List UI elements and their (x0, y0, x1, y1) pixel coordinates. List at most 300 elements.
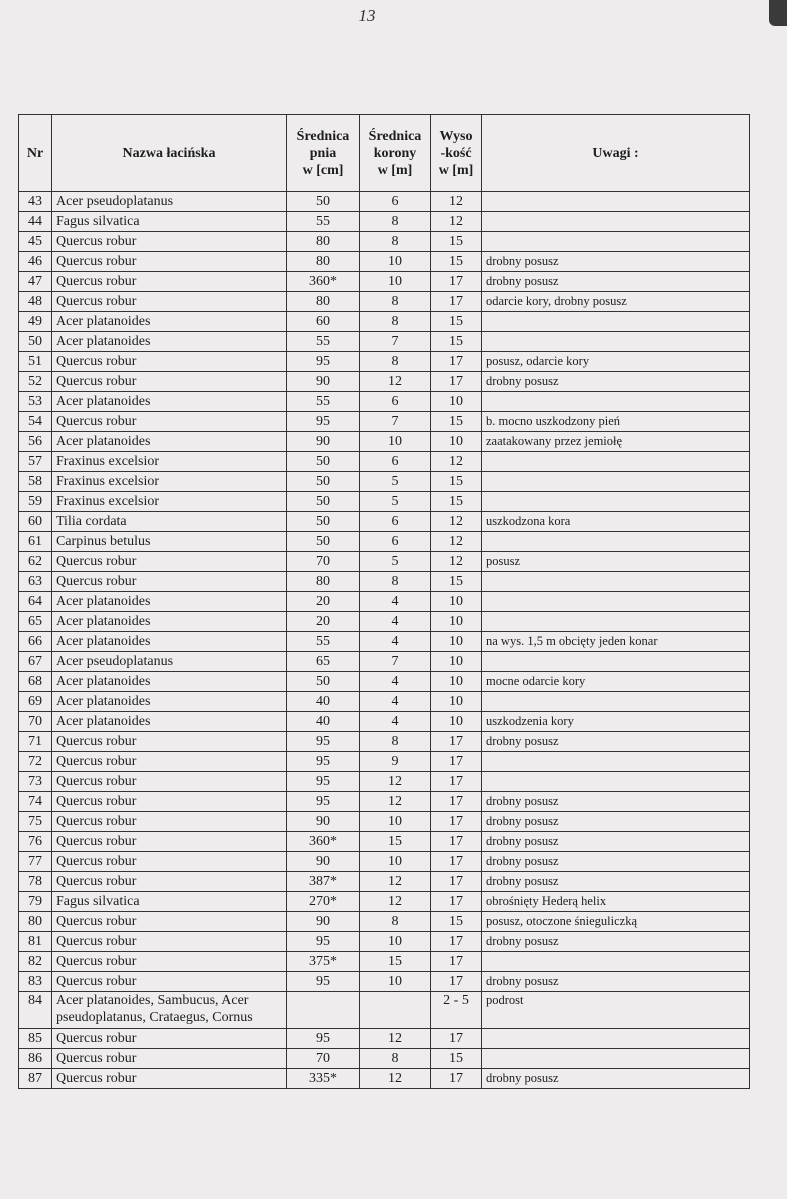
cell-trunk-diameter: 95 (287, 752, 360, 772)
table-row (19, 832, 750, 852)
cell-crown-diameter: 5 (360, 472, 431, 492)
header-line: w [m] (438, 162, 474, 178)
cell-note: drobny posusz (482, 972, 750, 992)
cell-height: 12 (431, 452, 482, 472)
cell-trunk-diameter: 95 (287, 352, 360, 372)
table-row (19, 792, 750, 812)
cell-note: mocne odarcie kory (482, 672, 750, 692)
cell-note: obrośnięty Hederą helix (482, 892, 750, 912)
cell-trunk-diameter: 50 (287, 452, 360, 472)
cell-height: 15 (431, 232, 482, 252)
cell-crown-diameter: 4 (360, 612, 431, 632)
cell-note (482, 192, 750, 212)
cell-crown-diameter: 7 (360, 652, 431, 672)
cell-nr: 73 (19, 772, 52, 792)
cell-nr: 77 (19, 852, 52, 872)
cell-latin-name: Fraxinus excelsior (52, 452, 287, 472)
cell-height: 12 (431, 212, 482, 232)
cell-crown-diameter: 12 (360, 792, 431, 812)
table-row (19, 632, 750, 652)
header-line: Średnica (296, 128, 350, 144)
cell-latin-name: Acer platanoides (52, 592, 287, 612)
cell-crown-diameter: 8 (360, 352, 431, 372)
cell-trunk-diameter: 95 (287, 972, 360, 992)
cell-latin-name: Fagus silvatica (52, 212, 287, 232)
cell-nr: 84 (19, 992, 52, 1029)
cell-trunk-diameter: 80 (287, 572, 360, 592)
cell-crown-diameter: 8 (360, 732, 431, 752)
cell-note: na wys. 1,5 m obcięty jeden konar (482, 632, 750, 652)
cell-latin-name: Quercus robur (52, 752, 287, 772)
cell-crown-diameter: 5 (360, 552, 431, 572)
table-row (19, 712, 750, 732)
cell-note: drobny posusz (482, 792, 750, 812)
cell-crown-diameter: 6 (360, 452, 431, 472)
cell-height: 17 (431, 852, 482, 872)
cell-crown-diameter: 8 (360, 232, 431, 252)
cell-height: 15 (431, 912, 482, 932)
cell-latin-name: Quercus robur (52, 832, 287, 852)
cell-latin-name: Acer pseudoplatanus (52, 652, 287, 672)
cell-latin-name: Quercus robur (52, 572, 287, 592)
cell-crown-diameter: 8 (360, 912, 431, 932)
cell-height: 10 (431, 632, 482, 652)
cell-trunk-diameter: 90 (287, 852, 360, 872)
cell-nr: 48 (19, 292, 52, 312)
cell-crown-diameter: 4 (360, 692, 431, 712)
cell-note (482, 392, 750, 412)
header-line: Średnica (368, 128, 422, 144)
header-notes: Uwagi : (482, 115, 750, 192)
header-line: pnia (309, 145, 337, 161)
cell-crown-diameter: 4 (360, 592, 431, 612)
cell-latin-name: Quercus robur (52, 1029, 287, 1049)
cell-note (482, 212, 750, 232)
cell-trunk-diameter: 360* (287, 272, 360, 292)
cell-crown-diameter: 15 (360, 952, 431, 972)
table-row (19, 652, 750, 672)
cell-crown-diameter: 12 (360, 772, 431, 792)
cell-note (482, 312, 750, 332)
cell-note: posusz (482, 552, 750, 572)
cell-trunk-diameter: 20 (287, 612, 360, 632)
cell-latin-name: Quercus robur (52, 412, 287, 432)
header-height (431, 115, 482, 192)
cell-height: 15 (431, 332, 482, 352)
cell-nr: 60 (19, 512, 52, 532)
cell-note: drobny posusz (482, 732, 750, 752)
cell-trunk-diameter: 70 (287, 552, 360, 572)
cell-trunk-diameter (287, 992, 360, 1029)
cell-trunk-diameter: 80 (287, 252, 360, 272)
cell-latin-name: Acer platanoides (52, 432, 287, 452)
corner-mark (769, 0, 787, 26)
cell-trunk-diameter: 50 (287, 472, 360, 492)
cell-trunk-diameter: 90 (287, 432, 360, 452)
cell-latin-name: Quercus robur (52, 732, 287, 752)
table-row (19, 1069, 750, 1089)
cell-trunk-diameter: 40 (287, 712, 360, 732)
table-row (19, 472, 750, 492)
cell-trunk-diameter: 40 (287, 692, 360, 712)
header-line: Wyso (439, 128, 473, 144)
cell-latin-name: Fraxinus excelsior (52, 472, 287, 492)
cell-nr: 76 (19, 832, 52, 852)
cell-trunk-diameter: 55 (287, 212, 360, 232)
table-row (19, 872, 750, 892)
table-row (19, 1029, 750, 1049)
cell-note: b. mocno uszkodzony pień (482, 412, 750, 432)
cell-trunk-diameter: 90 (287, 372, 360, 392)
table-row (19, 392, 750, 412)
cell-nr: 64 (19, 592, 52, 612)
cell-crown-diameter: 4 (360, 712, 431, 732)
cell-note (482, 752, 750, 772)
cell-crown-diameter: 10 (360, 812, 431, 832)
cell-latin-name: Carpinus betulus (52, 532, 287, 552)
cell-nr: 57 (19, 452, 52, 472)
cell-latin-name: Fagus silvatica (52, 892, 287, 912)
header-latin-name: Nazwa łacińska (52, 115, 287, 192)
cell-nr: 86 (19, 1049, 52, 1069)
cell-crown-diameter: 8 (360, 312, 431, 332)
cell-note (482, 532, 750, 552)
cell-trunk-diameter: 20 (287, 592, 360, 612)
cell-nr: 44 (19, 212, 52, 232)
cell-note: drobny posusz (482, 872, 750, 892)
table-row (19, 512, 750, 532)
cell-note: uszkodzenia kory (482, 712, 750, 732)
cell-height: 15 (431, 252, 482, 272)
cell-height: 12 (431, 512, 482, 532)
table-row (19, 672, 750, 692)
cell-note (482, 472, 750, 492)
cell-height: 10 (431, 712, 482, 732)
cell-trunk-diameter: 95 (287, 1029, 360, 1049)
cell-trunk-diameter: 95 (287, 732, 360, 752)
cell-nr: 63 (19, 572, 52, 592)
cell-nr: 80 (19, 912, 52, 932)
cell-note: drobny posusz (482, 252, 750, 272)
table-row (19, 692, 750, 712)
table-row (19, 312, 750, 332)
cell-crown-diameter: 6 (360, 392, 431, 412)
cell-trunk-diameter: 55 (287, 632, 360, 652)
cell-latin-name: Quercus robur (52, 872, 287, 892)
cell-nr: 56 (19, 432, 52, 452)
cell-latin-name: Quercus robur (52, 272, 287, 292)
cell-nr: 46 (19, 252, 52, 272)
table-row (19, 532, 750, 552)
cell-crown-diameter: 5 (360, 492, 431, 512)
cell-height: 17 (431, 972, 482, 992)
cell-note: posusz, odarcie kory (482, 352, 750, 372)
cell-nr: 53 (19, 392, 52, 412)
cell-latin-name: Tilia cordata (52, 512, 287, 532)
table-row (19, 892, 750, 912)
cell-nr: 66 (19, 632, 52, 652)
cell-crown-diameter: 6 (360, 532, 431, 552)
table-row (19, 272, 750, 292)
cell-crown-diameter: 12 (360, 892, 431, 912)
table-row (19, 1049, 750, 1069)
cell-latin-name: Quercus robur (52, 292, 287, 312)
cell-latin-name: Acer pseudoplatanus (52, 192, 287, 212)
cell-note (482, 452, 750, 472)
cell-note: drobny posusz (482, 932, 750, 952)
cell-nr: 78 (19, 872, 52, 892)
tree-inventory-table (18, 114, 750, 1089)
table-row (19, 432, 750, 452)
cell-nr: 58 (19, 472, 52, 492)
table-row (19, 192, 750, 212)
header-crown-diameter (360, 115, 431, 192)
cell-height: 17 (431, 772, 482, 792)
cell-height: 17 (431, 1069, 482, 1089)
cell-trunk-diameter: 270* (287, 892, 360, 912)
cell-latin-name: Quercus robur (52, 972, 287, 992)
cell-latin-name: Quercus robur (52, 792, 287, 812)
cell-nr: 68 (19, 672, 52, 692)
cell-nr: 67 (19, 652, 52, 672)
header-trunk-diameter (287, 115, 360, 192)
cell-trunk-diameter: 95 (287, 412, 360, 432)
table-row (19, 552, 750, 572)
cell-height: 17 (431, 1029, 482, 1049)
cell-height: 15 (431, 312, 482, 332)
cell-height: 15 (431, 572, 482, 592)
header-line: korony (373, 145, 417, 161)
table-row (19, 452, 750, 472)
cell-crown-diameter: 15 (360, 832, 431, 852)
cell-height: 12 (431, 552, 482, 572)
cell-nr: 65 (19, 612, 52, 632)
cell-nr: 87 (19, 1069, 52, 1089)
cell-note: drobny posusz (482, 272, 750, 292)
table-row (19, 752, 750, 772)
cell-crown-diameter: 12 (360, 1069, 431, 1089)
table-row (19, 592, 750, 612)
cell-nr: 81 (19, 932, 52, 952)
cell-height: 10 (431, 592, 482, 612)
cell-trunk-diameter: 65 (287, 652, 360, 672)
cell-latin-name: Quercus robur (52, 932, 287, 952)
cell-crown-diameter: 8 (360, 572, 431, 592)
cell-latin-name: Acer platanoides (52, 672, 287, 692)
cell-note (482, 592, 750, 612)
cell-trunk-diameter: 90 (287, 812, 360, 832)
cell-nr: 70 (19, 712, 52, 732)
cell-note: drobny posusz (482, 812, 750, 832)
cell-nr: 83 (19, 972, 52, 992)
cell-nr: 79 (19, 892, 52, 912)
table-row (19, 292, 750, 312)
cell-nr: 43 (19, 192, 52, 212)
cell-latin-name: Acer platanoides (52, 312, 287, 332)
table-row (19, 372, 750, 392)
cell-latin-name: Acer platanoides (52, 632, 287, 652)
cell-latin-name: Quercus robur (52, 952, 287, 972)
cell-crown-diameter: 12 (360, 1029, 431, 1049)
cell-latin-name: Acer platanoides (52, 712, 287, 732)
cell-height: 17 (431, 372, 482, 392)
cell-crown-diameter: 10 (360, 852, 431, 872)
table-row (19, 252, 750, 272)
cell-latin-name: Quercus robur (52, 1049, 287, 1069)
cell-latin-name: Fraxinus excelsior (52, 492, 287, 512)
table-row (19, 612, 750, 632)
cell-height: 17 (431, 932, 482, 952)
cell-crown-diameter: 10 (360, 972, 431, 992)
cell-nr: 52 (19, 372, 52, 392)
cell-crown-diameter: 4 (360, 632, 431, 652)
cell-height: 15 (431, 412, 482, 432)
table-row (19, 352, 750, 372)
cell-height: 17 (431, 292, 482, 312)
table-row (19, 972, 750, 992)
table-row (19, 492, 750, 512)
cell-height: 17 (431, 832, 482, 852)
table-row (19, 212, 750, 232)
cell-crown-diameter: 10 (360, 932, 431, 952)
cell-height: 2 - 5 (431, 992, 482, 1029)
cell-note (482, 952, 750, 972)
cell-height: 17 (431, 812, 482, 832)
cell-trunk-diameter: 95 (287, 932, 360, 952)
cell-note (482, 612, 750, 632)
cell-nr: 45 (19, 232, 52, 252)
cell-latin-name: Acer platanoides (52, 692, 287, 712)
cell-crown-diameter: 4 (360, 672, 431, 692)
cell-note: posusz, otoczone śnieguliczką (482, 912, 750, 932)
cell-height: 17 (431, 752, 482, 772)
cell-note (482, 572, 750, 592)
cell-nr: 49 (19, 312, 52, 332)
cell-height: 17 (431, 272, 482, 292)
cell-trunk-diameter: 60 (287, 312, 360, 332)
header-line: -kość (440, 145, 472, 161)
cell-height: 17 (431, 872, 482, 892)
cell-height: 12 (431, 532, 482, 552)
cell-crown-diameter: 8 (360, 212, 431, 232)
cell-trunk-diameter: 95 (287, 772, 360, 792)
cell-trunk-diameter: 90 (287, 912, 360, 932)
cell-nr: 47 (19, 272, 52, 292)
table-row (19, 232, 750, 252)
table-body (19, 192, 750, 1089)
cell-latin-name: Quercus robur (52, 812, 287, 832)
cell-trunk-diameter: 50 (287, 672, 360, 692)
cell-nr: 69 (19, 692, 52, 712)
cell-note: zaatakowany przez jemiołę (482, 432, 750, 452)
cell-note (482, 1049, 750, 1069)
cell-height: 17 (431, 952, 482, 972)
cell-crown-diameter: 12 (360, 872, 431, 892)
cell-crown-diameter: 9 (360, 752, 431, 772)
cell-nr: 82 (19, 952, 52, 972)
cell-latin-name: Acer platanoides (52, 392, 287, 412)
cell-trunk-diameter: 95 (287, 792, 360, 812)
cell-crown-diameter (360, 992, 431, 1029)
header-nr: Nr (19, 115, 52, 192)
table-row (19, 952, 750, 972)
cell-crown-diameter: 8 (360, 1049, 431, 1069)
cell-crown-diameter: 12 (360, 372, 431, 392)
cell-height: 17 (431, 792, 482, 812)
cell-nr: 59 (19, 492, 52, 512)
cell-nr: 75 (19, 812, 52, 832)
cell-height: 10 (431, 392, 482, 412)
cell-crown-diameter: 7 (360, 332, 431, 352)
cell-height: 12 (431, 192, 482, 212)
cell-height: 15 (431, 492, 482, 512)
cell-latin-name: Quercus robur (52, 232, 287, 252)
cell-note: uszkodzona kora (482, 512, 750, 532)
cell-trunk-diameter: 80 (287, 292, 360, 312)
cell-note: drobny posusz (482, 372, 750, 392)
cell-nr: 71 (19, 732, 52, 752)
cell-crown-diameter: 10 (360, 252, 431, 272)
cell-trunk-diameter: 50 (287, 492, 360, 512)
cell-height: 10 (431, 652, 482, 672)
cell-note: podrost (482, 992, 750, 1029)
cell-crown-diameter: 8 (360, 292, 431, 312)
table-row (19, 912, 750, 932)
cell-trunk-diameter: 335* (287, 1069, 360, 1089)
cell-trunk-diameter: 387* (287, 872, 360, 892)
cell-latin-name: Acer platanoides (52, 332, 287, 352)
cell-latin-name: Quercus robur (52, 252, 287, 272)
cell-height: 15 (431, 1049, 482, 1069)
cell-note (482, 772, 750, 792)
cell-height: 10 (431, 672, 482, 692)
cell-nr: 74 (19, 792, 52, 812)
cell-crown-diameter: 6 (360, 512, 431, 532)
cell-nr: 85 (19, 1029, 52, 1049)
cell-latin-name: Acer platanoides, Sambucus, Acer pseudoplatanus, Crataegus, Cornus (52, 992, 287, 1029)
table-row (19, 812, 750, 832)
cell-note: drobny posusz (482, 1069, 750, 1089)
cell-latin-name: Quercus robur (52, 352, 287, 372)
cell-note (482, 652, 750, 672)
cell-nr: 61 (19, 532, 52, 552)
cell-height: 15 (431, 472, 482, 492)
cell-note (482, 232, 750, 252)
cell-note: drobny posusz (482, 852, 750, 872)
cell-trunk-diameter: 55 (287, 332, 360, 352)
cell-note: odarcie kory, drobny posusz (482, 292, 750, 312)
table-row (19, 772, 750, 792)
cell-latin-name: Quercus robur (52, 1069, 287, 1089)
table-row (19, 732, 750, 752)
table-row (19, 852, 750, 872)
cell-height: 10 (431, 432, 482, 452)
table-row (19, 412, 750, 432)
cell-trunk-diameter: 55 (287, 392, 360, 412)
cell-note (482, 332, 750, 352)
cell-height: 10 (431, 692, 482, 712)
cell-crown-diameter: 10 (360, 272, 431, 292)
cell-crown-diameter: 6 (360, 192, 431, 212)
cell-latin-name: Quercus robur (52, 552, 287, 572)
cell-note (482, 1029, 750, 1049)
cell-crown-diameter: 7 (360, 412, 431, 432)
cell-note: drobny posusz (482, 832, 750, 852)
cell-nr: 72 (19, 752, 52, 772)
cell-trunk-diameter: 80 (287, 232, 360, 252)
cell-latin-name: Quercus robur (52, 772, 287, 792)
cell-latin-name: Acer platanoides (52, 612, 287, 632)
